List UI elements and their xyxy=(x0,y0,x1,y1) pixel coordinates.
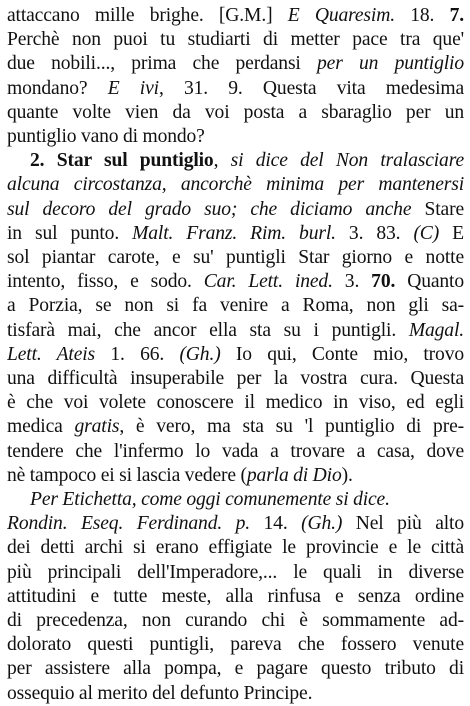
text-line: ossequio al merito del defunto Principe. xyxy=(7,682,313,704)
text-line: intento, fisso, e sodo. Car. Lett. ined. 3. 70. Quanto xyxy=(7,271,464,293)
text-line: sul decoro del grado suo; che diciamo anche Stare xyxy=(7,198,464,220)
text-line: mondano? E ivi, 31. 9. Questa vita medesima xyxy=(7,77,464,99)
text-line: puntiglio vano di mondo? xyxy=(7,126,205,148)
text-line: una difficultà insuperabile per la vostra cura. Questa xyxy=(7,368,464,390)
text-line: nè tampoco ei si lascia vedere (parla di Dio). xyxy=(7,464,353,486)
text-line: di precedenza, non curando chi è sommamente ad- xyxy=(7,610,464,632)
text-line: a Porzia, se non si fa venire a Roma, non gli sa- xyxy=(7,295,464,317)
text-line: Lett. Ateis 1. 66. (Gh.) Io qui, Conte mio, trovo xyxy=(7,343,464,365)
text-line: 2. Star sul puntiglio, si dice del Non tralasciare xyxy=(30,150,464,172)
text-line: attaccano mille brighe. [G.M.] E Quaresim. 18. 7. xyxy=(7,5,464,26)
text-line: sol piantar carote, e su' puntigli Star giorno e notte xyxy=(7,247,464,269)
text-line: Perchè non puoi tu studiarti di metter pace tra que' xyxy=(7,29,464,51)
text-line: più principali dell'Imperadore,... le quali in diverse xyxy=(7,561,464,583)
text-line: per assistere alla pompa, e pagare questo tributo di xyxy=(7,658,464,680)
text-line: dei detti archi si erano effigiate le provincie e le città xyxy=(7,537,464,559)
paragraph-1 xyxy=(7,4,464,149)
text-line: attitudini e tutte meste, alla rinfusa e senza ordine xyxy=(7,585,464,607)
text-line: in sul punto. Malt. Franz. Rim. burl. 3. 83. (C) E xyxy=(7,222,464,244)
paragraph-2 xyxy=(7,149,464,488)
text-line: è che voi volete conoscere il medico in viso, ed egli xyxy=(7,392,464,414)
text-line: medica gratis, è vero, ma sta su 'l puntiglio di pre- xyxy=(7,416,464,438)
text-line: tendere che l'infermo lo vada a trovare a casa, dove xyxy=(7,440,464,462)
text-line: due nobili..., prima che perdansi per un puntiglio xyxy=(7,53,464,75)
text-line: Per Etichetta, come oggi comunemente si dice. xyxy=(30,489,390,511)
paragraph-3 xyxy=(7,488,464,706)
text-line: dolorato questi puntigli, pareva che fossero venute xyxy=(7,634,464,656)
text-line: alcuna circostanza, ancorchè minima per mantenersi xyxy=(7,174,464,196)
text-line: quante volte vien da voi posta a sbaraglio per un xyxy=(7,101,464,123)
text-line: Rondin. Eseq. Ferdinand. p. 14. (Gh.) Nel più alto xyxy=(7,513,464,535)
text-line: tisfarà mai, che ancor ella sta su i puntigli. Magal. xyxy=(7,319,464,341)
